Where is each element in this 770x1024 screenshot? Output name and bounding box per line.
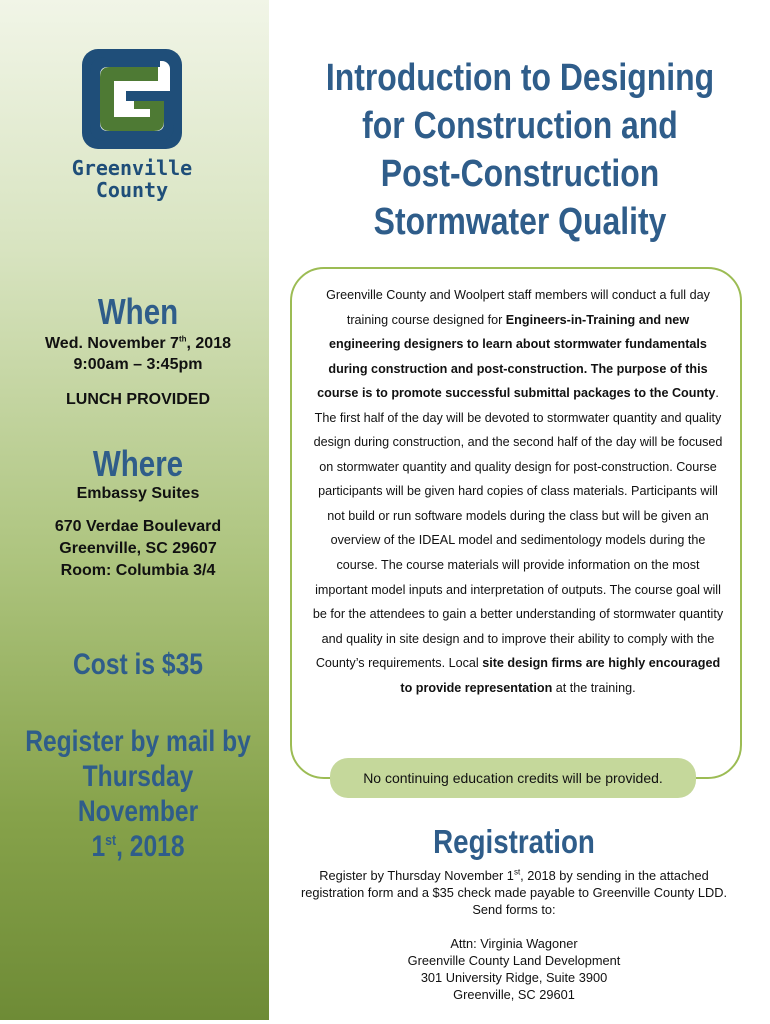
mail-org: Greenville County Land Development <box>407 953 621 968</box>
register-line2: Thursday November <box>77 760 199 828</box>
mail-attn: Attn: Virginia Wagoner <box>450 936 578 951</box>
mail-street: 301 University Ridge, Suite 3900 <box>420 970 608 985</box>
lunch-note: LUNCH PROVIDED <box>65 391 210 408</box>
address-room: Room: Columbia 3/4 <box>60 562 216 579</box>
logo-text-line2: County <box>95 178 169 202</box>
page-title <box>325 54 715 246</box>
greenville-county-logo-icon <box>80 47 184 151</box>
when-details <box>0 333 276 375</box>
mail-city: Greenville, SC 29601 <box>453 987 575 1002</box>
register-line3: 1st, 2018 <box>91 830 185 863</box>
sidebar-panel <box>0 0 269 1020</box>
when-heading: When <box>97 291 179 332</box>
title-line2: for Construction and <box>362 105 678 147</box>
logo-wordmark <box>40 157 224 201</box>
register-deadline <box>25 724 251 864</box>
register-line1: Register by mail by <box>25 725 251 758</box>
credits-note: No continuing education credits will be provided. <box>330 758 696 798</box>
registration-heading: Registration <box>433 823 595 860</box>
title-line4: Stormwater Quality <box>373 201 667 243</box>
cost-heading: Cost is $35 <box>73 648 203 681</box>
venue-name: Embassy Suites <box>76 485 200 502</box>
logo-text-line1: Greenville <box>71 156 193 180</box>
course-description: Greenville County and Woolpert staff members will conduct a full day training course designed for Engineers-in-Training and new engineering designers to learn about stormwater fundamentals during construction and post-construction. The purpose of this course is to promote successful submittal packages to the County. The first half of the day will be devoted to stormwater quantity and quality design during construction, and the second half of the day will be focused on stormwater quantity and quality design for post-construction. Course participants will be given hard copies of class materials. Participants will not build or run software models during the class but will be given an overview of the IDEAL model and sedimentology models during the course. The course materials will provide information on the most important model inputs and interpretation of outputs. The course goal will be for the attendees to gain a better understanding of stormwater quantity and quality in site design and to improve their ability to comply with the County’s requirements. Local site design firms are highly encouraged to provide representation at the training. <box>312 288 724 695</box>
registration-details <box>300 867 728 1003</box>
address-city: Greenville, SC 29607 <box>59 540 217 557</box>
registration-instructions: Register by Thursday November 1st, 2018 by sending in the attached registration form and a $35 check made payable to Greenville County LDD. Send forms to: <box>300 867 728 917</box>
venue-address <box>0 516 276 582</box>
title-line1: Introduction to Designing <box>325 57 715 99</box>
event-date: Wed. November 7th, 2018 <box>44 334 231 352</box>
where-heading: Where <box>92 443 184 484</box>
event-time: 9:00am – 3:45pm <box>73 356 203 373</box>
address-street: 670 Verdae Boulevard <box>54 518 222 535</box>
title-line3: Post-Construction <box>380 153 660 195</box>
